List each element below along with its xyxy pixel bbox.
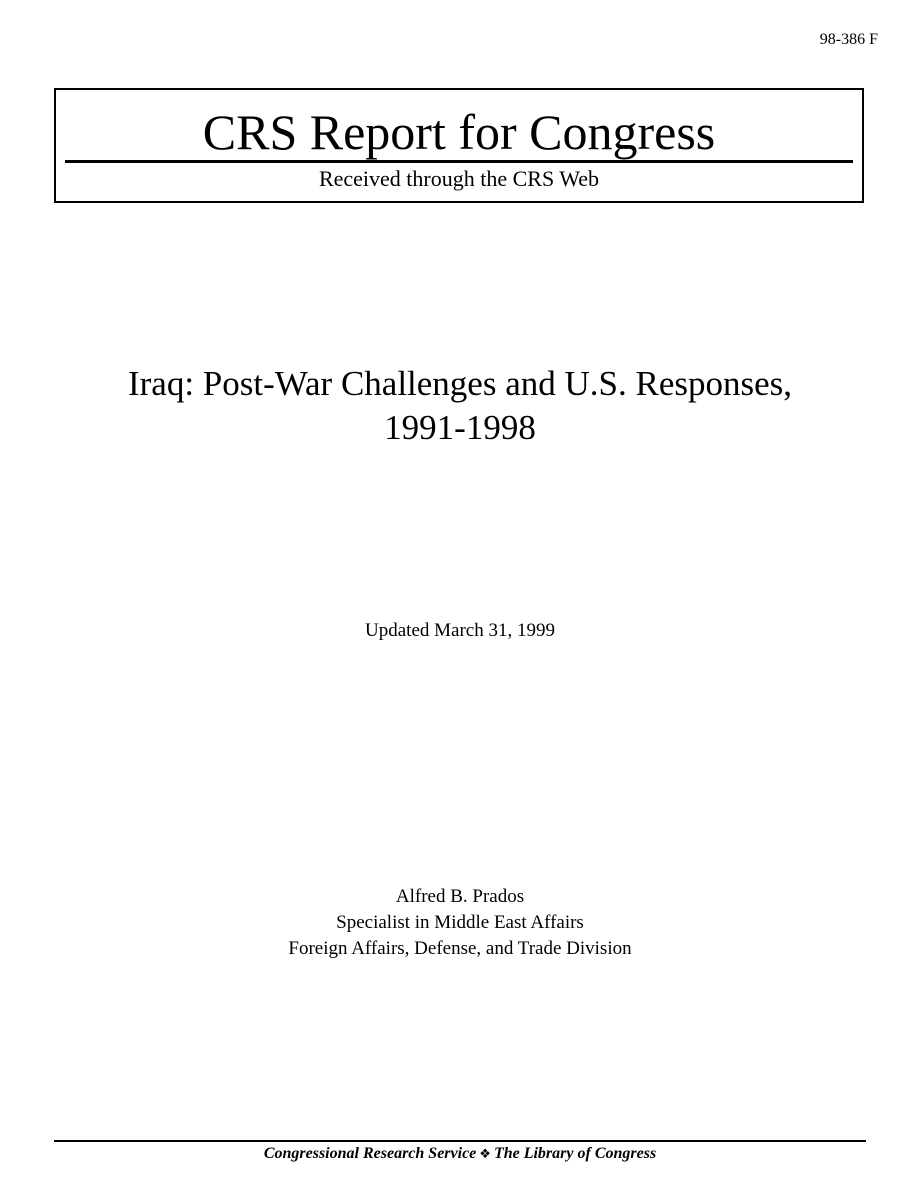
footer-rule (54, 1140, 866, 1142)
header-box (54, 88, 864, 203)
updated-date: Updated March 31, 1999 (365, 620, 555, 641)
author-block (0, 884, 920, 962)
footer (0, 1143, 920, 1166)
author-name: Alfred B. Prados (395, 886, 525, 907)
footer-left: Congressional Research Service (263, 1145, 477, 1162)
document-title-line-1: Iraq: Post-War Challenges and U.S. Responses, (127, 364, 793, 403)
author-position: Specialist in Middle East Affairs (336, 912, 584, 933)
document-title (40, 362, 880, 450)
report-number: 98-386 F (819, 31, 878, 48)
footer-right: The Library of Congress (493, 1145, 657, 1162)
header-title: CRS Report for Congress (202, 104, 716, 160)
header-rule (65, 160, 853, 163)
header-subtitle: Received through the CRS Web (318, 166, 600, 191)
diamond-separator-icon: ❖ (479, 1147, 491, 1162)
document-title-line-2: 1991-1998 (384, 408, 536, 447)
author-division: Foreign Affairs, Defense, and Trade Division (288, 938, 632, 959)
